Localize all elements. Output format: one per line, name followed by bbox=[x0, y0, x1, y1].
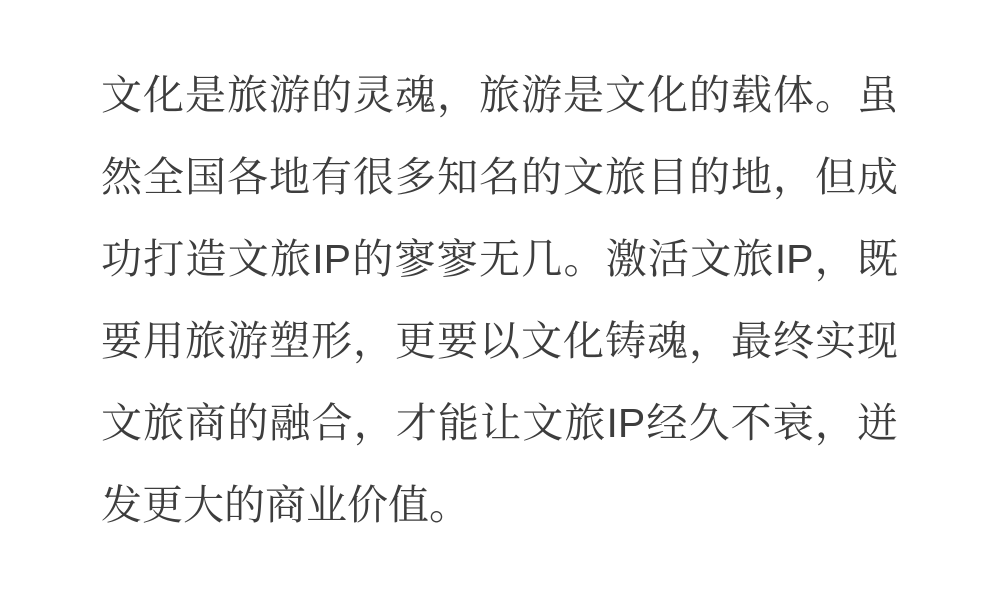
paragraph-line: 要用旅游塑形，更要以文化铸魂，最终实现 bbox=[101, 318, 898, 364]
paragraph-line: 文化是旅游的灵魂，旅游是文化的载体。虽 bbox=[101, 72, 898, 118]
paragraph-line: 功打造文旅IP的寥寥无几。激活文旅IP，既 bbox=[101, 236, 898, 282]
paragraph-line: 然全国各地有很多知名的文旅目的地，但成 bbox=[101, 154, 898, 200]
article-paragraph bbox=[101, 54, 898, 546]
paragraph-line: 文旅商的融合，才能让文旅IP经久不衰，迸 bbox=[101, 400, 898, 446]
paragraph-line: 发更大的商业价值。 bbox=[101, 482, 470, 528]
